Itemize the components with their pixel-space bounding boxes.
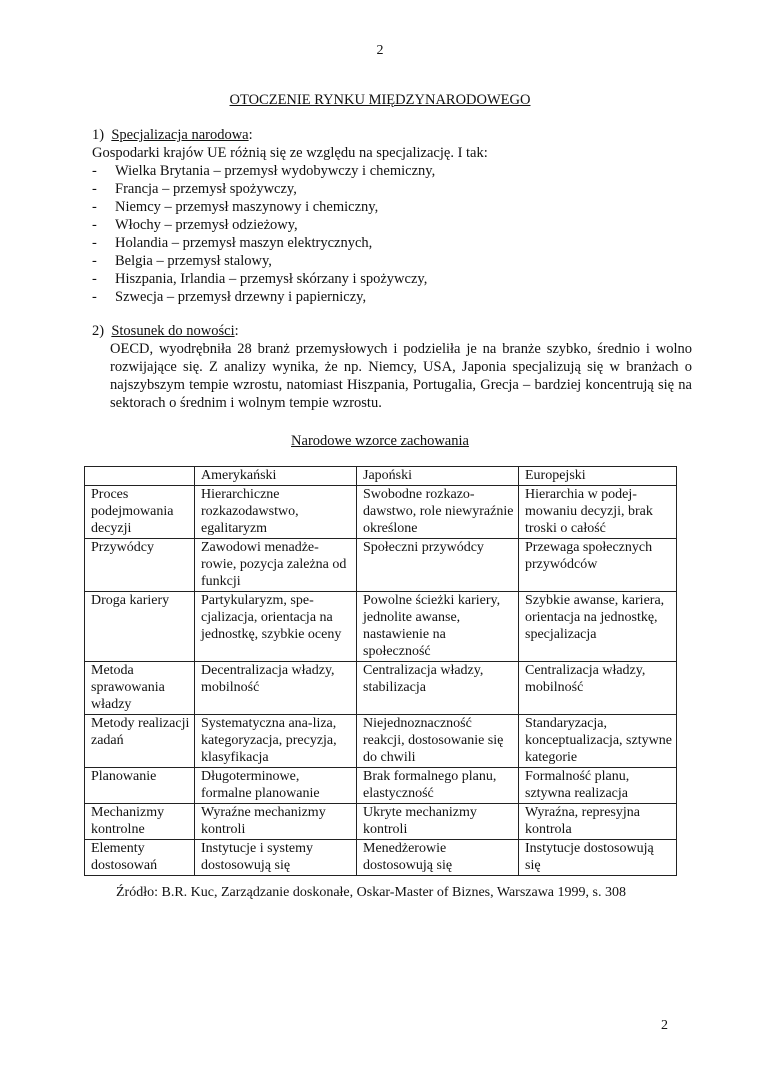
table-cell: Zawodowi menadże-rowie, pozycja zależna od funkcji (195, 539, 357, 592)
table-cell: Wyraźne mechanizmy kontroli (195, 804, 357, 840)
table-row (85, 539, 677, 592)
table-cell: Wyraźna, represyjna kontrola (519, 804, 677, 840)
source-citation: Źródło: B.R. Kuc, Zarządzanie doskonałe, Oskar-Master of Biznes, Warszawa 1999, s. 308 (116, 885, 626, 900)
section-number: 1) (92, 127, 105, 143)
section-heading (92, 322, 692, 340)
list-item: - Wielka Brytania – przemysł wydobywczy i chemiczny, (92, 162, 692, 180)
table-cell: Hierarchia w podej-mowaniu decyzji, brak troski o całość (519, 486, 677, 539)
list-item: - Szwecja – przemysł drzewny i papierniczy, (92, 288, 692, 306)
table-cell: Niejednoznaczność reakcji, dostosowanie się do chwili (357, 715, 519, 768)
section-heading (92, 126, 692, 144)
table-cell: Droga kariery (85, 592, 195, 662)
section-intro: Gospodarki krajów UE różnią się ze względu na specjalizację. I tak: (92, 145, 488, 161)
table-cell: Brak formalnego planu, elastyczność (357, 768, 519, 804)
list-item: - Hiszpania, Irlandia – przemysł skórzany i spożywczy, (92, 270, 692, 288)
table-header-cell (85, 467, 195, 486)
list-item: - Holandia – przemysł maszyn elektrycznych, (92, 234, 692, 252)
table-cell: Menedżerowie dostosowują się (357, 840, 519, 876)
behavior-patterns-table (84, 466, 677, 876)
section-heading-suffix: : (248, 127, 253, 143)
section-stosunek-do-nowosci (92, 322, 692, 412)
table-header-cell: Amerykański (195, 467, 357, 486)
table-cell: Metody realizacji zadań (85, 715, 195, 768)
table-cell: Standaryzacja, konceptualizacja, sztywne kategorie (519, 715, 677, 768)
page-title: OTOCZENIE RYNKU MIĘDZYNARODOWEGO (229, 92, 531, 108)
table-cell: Hierarchiczne rozkazodawstwo, egalitaryzm (195, 486, 357, 539)
section-heading-text: Stosunek do nowości (111, 323, 235, 339)
list-item: - Włochy – przemysł odzieżowy, (92, 216, 692, 234)
table-header-row (85, 467, 677, 486)
section-heading-text: Specjalizacja narodowa (111, 127, 249, 143)
section-paragraph: OECD, wyodrębniła 28 branż przemysłowych i podzieliła je na branże szybko, średnio i wolno rozwijające się. Z analizy wynika, że np. Niemcy, USA, Japonia specjalizują się w branżach o najszybszym tempie wzrostu, natomiast Hiszpania, Portugalia, Grecja – bardziej koncentrują się na sektorach o średnim i wolnym tempie wzrostu. (110, 341, 692, 411)
table-header-cell: Europejski (519, 467, 677, 486)
table-cell: Centralizacja władzy, mobilność (519, 662, 677, 715)
section-heading-suffix: : (234, 323, 239, 339)
table-cell: Ukryte mechanizmy kontroli (357, 804, 519, 840)
section-number: 2) (92, 323, 105, 339)
table-cell: Partykularyzm, spe-cjalizacja, orientacja na jednostkę, szybkie oceny (195, 592, 357, 662)
specialization-list (92, 162, 692, 306)
page-number-top: 2 (376, 43, 384, 58)
table-cell: Proces podejmowania decyzji (85, 486, 195, 539)
page-number-bottom: 2 (661, 1018, 668, 1033)
table-cell: Swobodne rozkazo-dawstwo, role niewyraźnie określone (357, 486, 519, 539)
table-cell: Systematyczna ana-liza, kategoryzacja, precyzja, klasyfikacja (195, 715, 357, 768)
table-cell: Centralizacja władzy, stabilizacja (357, 662, 519, 715)
table-cell: Długoterminowe, formalne planowanie (195, 768, 357, 804)
table-row (85, 592, 677, 662)
table-cell: Społeczni przywódcy (357, 539, 519, 592)
table-caption: Narodowe wzorce zachowania (291, 433, 469, 449)
table-row (85, 804, 677, 840)
table-cell: Przywódcy (85, 539, 195, 592)
table-cell: Metoda sprawowania władzy (85, 662, 195, 715)
table-header-cell: Japoński (357, 467, 519, 486)
table-row (85, 840, 677, 876)
table-cell: Formalność planu, sztywna realizacja (519, 768, 677, 804)
list-item: - Belgia – przemysł stalowy, (92, 252, 692, 270)
table-cell: Przewaga społecznych przywódców (519, 539, 677, 592)
table-row (85, 715, 677, 768)
section-specjalizacja (92, 126, 692, 306)
table-row (85, 662, 677, 715)
table-cell: Instytucje dostosowują się (519, 840, 677, 876)
list-item: - Francja – przemysł spożywczy, (92, 180, 692, 198)
table-cell: Decentralizacja władzy, mobilność (195, 662, 357, 715)
table-cell: Powolne ścieżki kariery, jednolite awanse, nastawienie na społeczność (357, 592, 519, 662)
table-row (85, 768, 677, 804)
table-cell: Planowanie (85, 768, 195, 804)
table-cell: Szybkie awanse, kariera, orientacja na jednostkę, specjalizacja (519, 592, 677, 662)
table-row (85, 486, 677, 539)
table-cell: Mechanizmy kontrolne (85, 804, 195, 840)
table-cell: Instytucje i systemy dostosowują się (195, 840, 357, 876)
table-cell: Elementy dostosowań (85, 840, 195, 876)
list-item: - Niemcy – przemysł maszynowy i chemiczny, (92, 198, 692, 216)
